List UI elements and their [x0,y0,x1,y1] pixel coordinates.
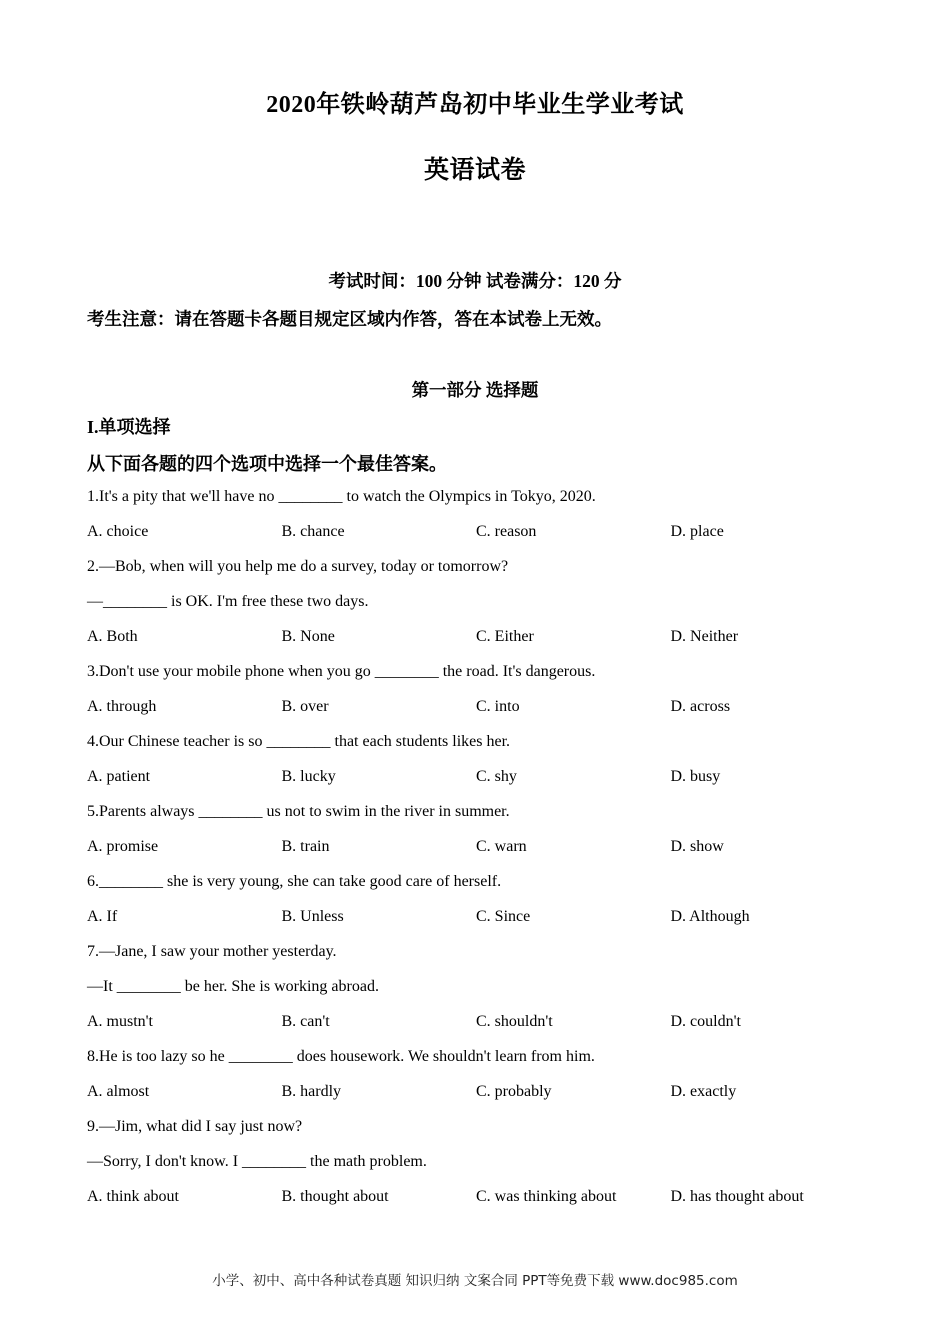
answer-option: B. None [281,628,335,645]
answer-options [87,1079,887,1114]
answer-option: D. place [670,523,724,540]
page-footer: 小学、初中、高中各种试卷真题 知识归纳 文案合同 PPT等免费下载 www.doc985.com [212,1273,738,1289]
answer-option: A. mustn't [87,1013,153,1030]
answer-option: C. probably [476,1083,552,1100]
answer-option: B. hardly [281,1083,342,1100]
answer-option: A. promise [87,838,159,855]
answer-options [87,1009,887,1044]
section-title: I.单项选择 [87,417,171,437]
answer-option: B. train [281,838,330,855]
answer-options [87,764,887,799]
answer-options [87,1184,887,1219]
exam-subtitle: 英语试卷 [423,157,526,184]
section-instruction: 从下面各题的四个选项中选择一个最佳答案。 [87,454,447,474]
question-stem: —It ________ be her. She is working abroad. [87,978,379,995]
answer-option: A. choice [87,523,149,540]
answer-option: D. show [670,838,724,855]
answer-option: D. has thought about [670,1188,804,1205]
answer-option: A. almost [87,1083,150,1100]
question-stem: 6.________ she is very young, she can take good care of herself. [87,873,502,890]
answer-option: C. into [476,698,520,715]
answer-option: C. Since [476,908,531,925]
question-stem: 4.Our Chinese teacher is so ________ that each students likes her. [87,733,511,750]
answer-option: D. couldn't [670,1013,741,1030]
answer-option: D. busy [670,768,721,785]
answer-option: D. Although [670,908,750,925]
exam-title: 2020年铁岭葫芦岛初中毕业生学业考试 [266,92,684,118]
answer-options [87,904,887,939]
answer-option: C. shy [476,768,517,785]
question-stem: 2.—Bob, when will you help me do a survey, today or tomorrow? [87,558,509,575]
answer-options [87,834,887,869]
answer-option: C. warn [476,838,527,855]
answer-option: A. patient [87,768,151,785]
answer-option: C. reason [476,523,537,540]
part-heading: 第一部分 选择题 [411,380,539,400]
question-stem: 1.It's a pity that we'll have no ________ to watch the Olympics in Tokyo, 2020. [87,488,596,505]
exam-info: 考试时间：100 分钟 试卷满分：120 分 [328,271,622,291]
answer-option: B. can't [281,1013,330,1030]
question-stem: 3.Don't use your mobile phone when you go ________ the road. It's dangerous. [87,663,596,680]
answer-options [87,624,887,659]
answer-option: A. through [87,698,157,715]
question-stem: —________ is OK. I'm free these two days. [87,593,369,610]
answer-options [87,694,887,729]
answer-option: A. think about [87,1188,179,1205]
answer-option: C. Either [476,628,534,645]
answer-option: D. exactly [670,1083,737,1100]
question-stem: 8.He is too lazy so he ________ does housework. We shouldn't learn from him. [87,1048,595,1065]
question-stem: 5.Parents always ________ us not to swim in the river in summer. [87,803,510,820]
answer-option: B. Unless [281,908,344,925]
answer-option: C. shouldn't [476,1013,553,1030]
question-stem: 9.—Jim, what did I say just now? [87,1118,303,1135]
answer-options [87,519,887,554]
answer-option: B. chance [281,523,345,540]
answer-option: D. across [670,698,731,715]
answer-option: A. If [87,908,118,925]
answer-option: B. lucky [281,768,336,785]
exam-notice: 考生注意：请在答题卡各题目规定区域内作答，答在本试卷上无效。 [87,309,612,329]
answer-option: A. Both [87,628,138,645]
answer-option: B. over [281,698,329,715]
question-stem: 7.—Jane, I saw your mother yesterday. [87,943,337,960]
answer-option: B. thought about [281,1188,389,1205]
answer-option: D. Neither [670,628,739,645]
answer-option: C. was thinking about [476,1188,617,1205]
question-stem: —Sorry, I don't know. I ________ the math problem. [87,1153,427,1170]
question-list [87,484,887,1219]
